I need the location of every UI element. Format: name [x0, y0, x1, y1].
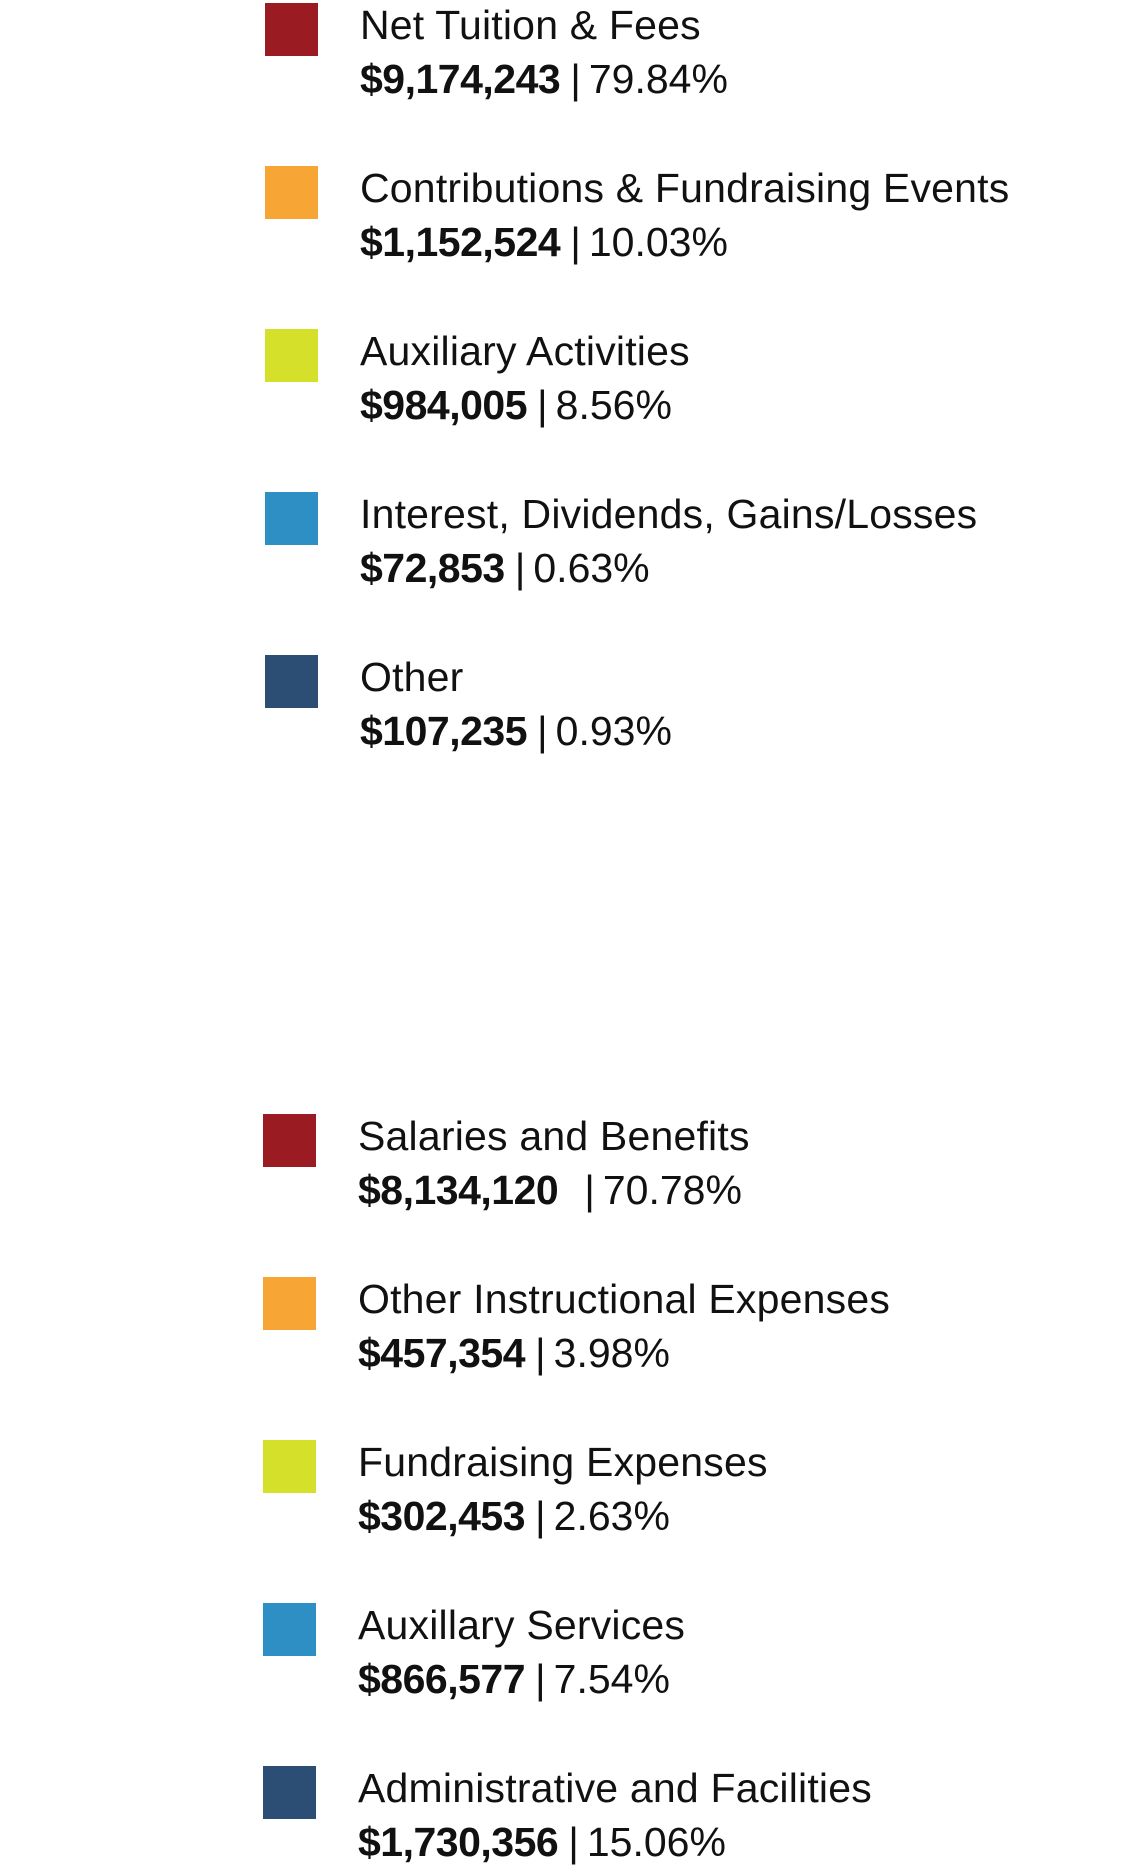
legend-label: Other — [360, 654, 464, 700]
separator: | — [514, 545, 526, 591]
separator: | — [570, 56, 581, 102]
separator: | — [568, 1819, 579, 1865]
percentage: 79.84% — [588, 56, 728, 102]
color-swatch — [265, 166, 318, 219]
separator: | — [535, 1493, 546, 1539]
legend-value — [358, 1654, 670, 1704]
legend-value — [358, 1328, 670, 1378]
legend-value — [358, 1491, 670, 1541]
amount: $1,730,356 — [358, 1819, 559, 1865]
amount: $72,853 — [360, 545, 505, 591]
color-swatch — [265, 329, 318, 382]
percentage: 15.06% — [586, 1819, 726, 1865]
legend-value — [360, 380, 672, 430]
percentage: 7.54% — [553, 1656, 670, 1702]
color-swatch — [265, 492, 318, 545]
amount: $9,174,243 — [360, 56, 561, 102]
legend-value — [360, 54, 728, 104]
separator: | — [537, 382, 548, 428]
color-swatch — [265, 655, 318, 708]
legend-label: Auxiliary Activities — [360, 328, 690, 374]
amount: $457,354 — [358, 1330, 526, 1376]
legend-label: Contributions & Fundraising Events — [360, 165, 1010, 211]
percentage: 8.56% — [555, 382, 672, 428]
legend-label: Fundraising Expenses — [358, 1439, 768, 1485]
color-swatch — [263, 1114, 316, 1167]
percentage: 0.63% — [533, 545, 650, 591]
amount: $984,005 — [360, 382, 528, 428]
legend-label: Administrative and Facilities — [358, 1765, 872, 1811]
color-swatch — [263, 1277, 316, 1330]
amount: $8,134,120 — [358, 1167, 559, 1213]
color-swatch — [263, 1603, 316, 1656]
amount: $302,453 — [358, 1493, 526, 1539]
separator: | — [535, 1330, 546, 1376]
color-swatch — [265, 3, 318, 56]
percentage: 10.03% — [588, 219, 728, 265]
amount: $866,577 — [358, 1656, 526, 1702]
separator: | — [584, 1167, 595, 1213]
legend-value — [358, 1165, 742, 1215]
amount: $1,152,524 — [360, 219, 561, 265]
percentage: 70.78% — [602, 1167, 742, 1213]
legend-label: Auxillary Services — [358, 1602, 686, 1648]
percentage: 2.63% — [553, 1493, 670, 1539]
separator: | — [537, 708, 548, 754]
separator: | — [570, 219, 581, 265]
amount: $107,235 — [360, 708, 528, 754]
percentage: 3.98% — [553, 1330, 670, 1376]
legend-label: Other Instructional Expenses — [358, 1276, 891, 1322]
legend-label: Net Tuition & Fees — [360, 2, 701, 48]
color-swatch — [263, 1766, 316, 1819]
legend-value — [360, 706, 672, 756]
color-swatch — [263, 1440, 316, 1493]
legend-value — [358, 1817, 726, 1867]
separator: | — [535, 1656, 546, 1702]
legend-value — [360, 543, 650, 593]
legend-label: Salaries and Benefits — [358, 1113, 750, 1159]
legend-value — [360, 217, 728, 267]
legend-label: Interest, Dividends, Gains/Losses — [360, 491, 978, 537]
percentage: 0.93% — [555, 708, 672, 754]
